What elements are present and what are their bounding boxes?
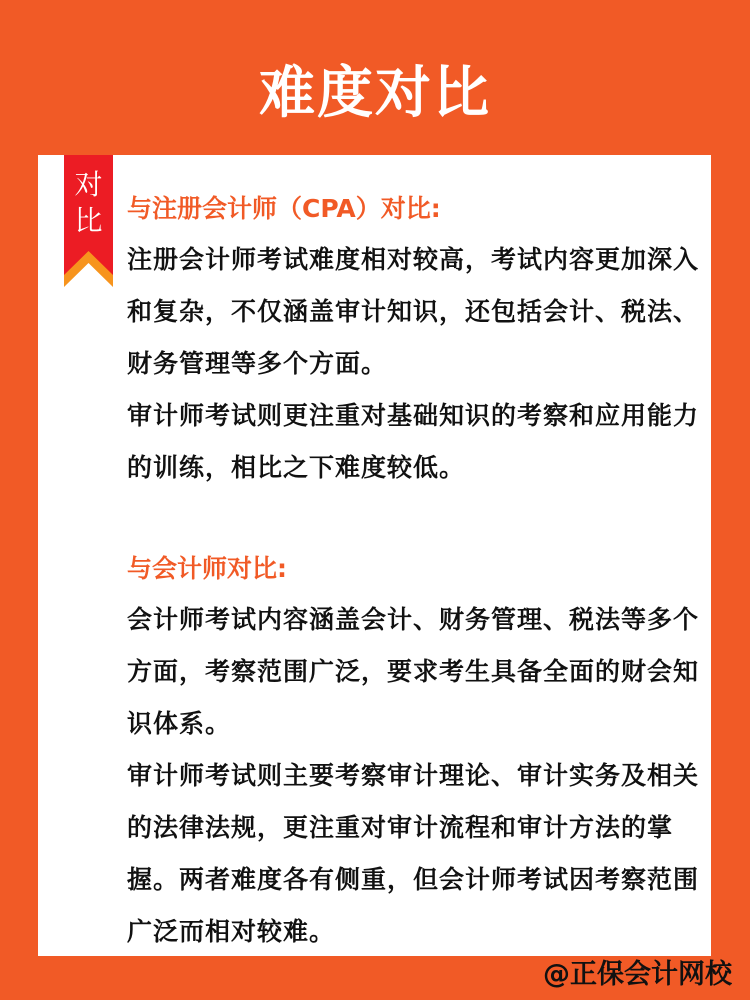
- brand-watermark: @正保会计网校: [543, 959, 732, 990]
- section-paragraph: 会计师考试内容涵盖会计、财务管理、税法等多个方面，考察范围广泛，要求考生具备全面的财会知识体系。: [127, 605, 700, 738]
- section-paragraph: 审计师考试则主要考察审计理论、审计实务及相关的法律法规，更注重对审计流程和审计方法的掌握。两者难度各有侧重，但会计师考试因考察范围广泛而相对较难。: [127, 761, 700, 946]
- comparison-content: [127, 184, 707, 958]
- section-spacer: [127, 494, 707, 544]
- section-paragraph: 注册会计师考试难度相对较高，考试内容更加深入和复杂，不仅涵盖审计知识，还包括会计、税法、财务管理等多个方面。: [127, 245, 700, 378]
- ribbon-label-line2: 比: [74, 204, 103, 237]
- section-heading: 与会计师对比:: [127, 554, 287, 583]
- section-cpa: [127, 184, 707, 494]
- ribbon-badge: [64, 155, 113, 287]
- ribbon-label-line1: 对: [74, 168, 103, 201]
- ribbon-label: [64, 167, 113, 239]
- section-heading: 与注册会计师（CPA）对比:: [127, 194, 441, 223]
- section-paragraph: 审计师考试则更注重对基础知识的考察和应用能力的训练，相比之下难度较低。: [127, 401, 700, 482]
- page-title: 难度对比: [259, 61, 491, 126]
- section-accountant: [127, 544, 707, 958]
